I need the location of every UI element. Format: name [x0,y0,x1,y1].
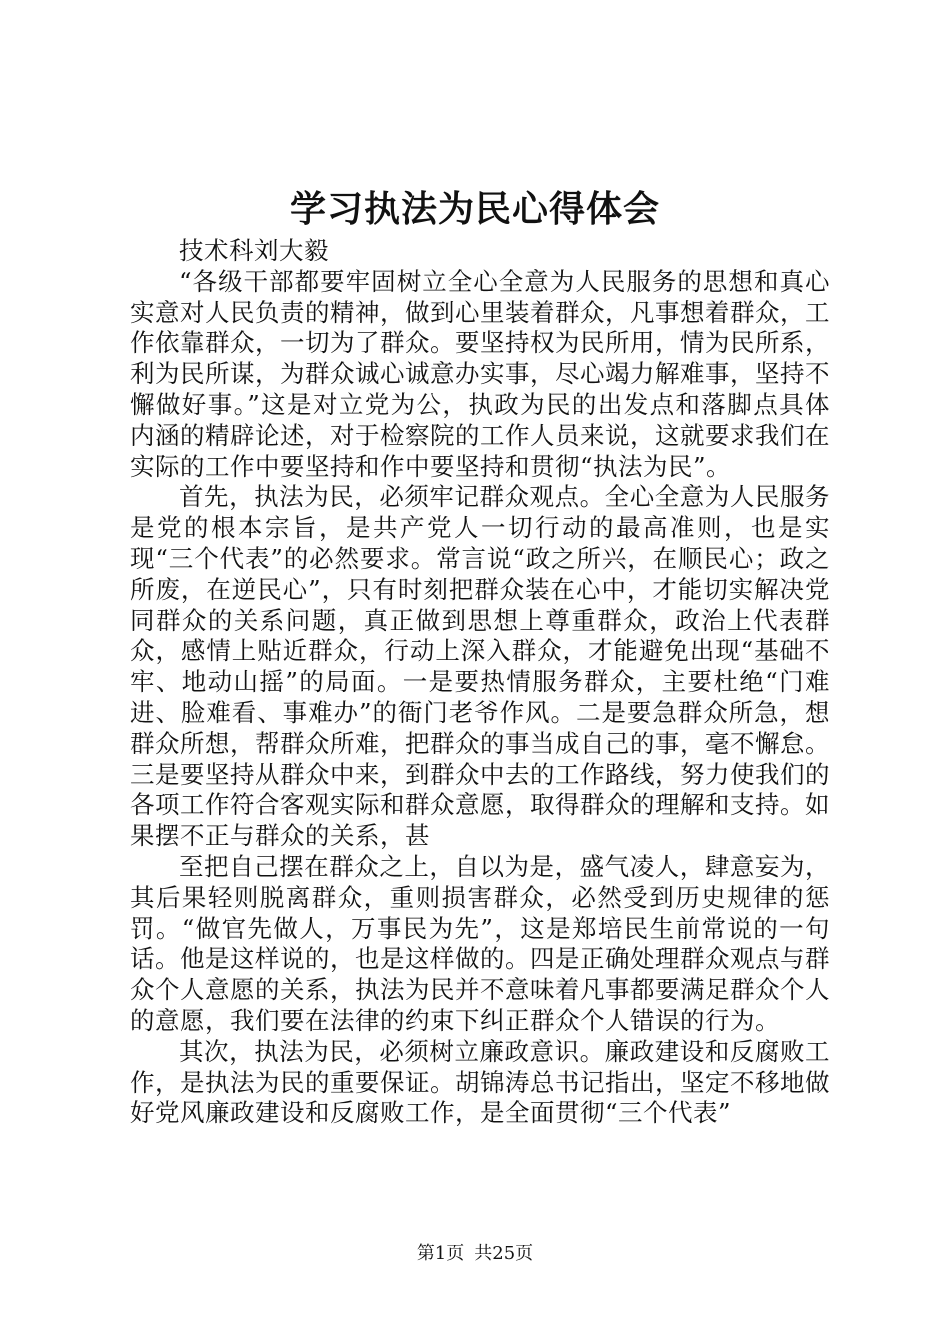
document-title: 学习执法为民心得体会 [289,188,660,230]
document-body [130,236,830,1129]
paragraph-4: 其次，执法为民，必须树立廉政意识。廉政建设和反腐败工作，是执法为民的重要保证。胡锦涛总书记指出，坚定不移地做好党风廉政建设和反腐败工作，是全面贯彻“三个代表” [130,1036,830,1128]
page-footer [0,1242,950,1266]
paragraph-3: 至把自己摆在群众之上，自以为是，盛气凌人，肆意妄为，其后果轻则脱离群众，重则损害群众，必然受到历史规律的惩罚。“做官先做人，万事民为先”，这是郑培民生前常说的一句话。他是这样说的，也是这样做的。四是正确处理群众观点与群众个人意愿的关系，执法为民并不意味着凡事都要满足群众个人的意愿，我们要在法律的约束下纠正群众个人错误的行为。 [130,851,830,1035]
paragraph-1: “各级干部都要牢固树立全心全意为人民服务的思想和真心实意对人民负责的精神，做到心里装着群众，凡事想着群众，工作依靠群众，一切为了群众。要坚持权为民所用，情为民所系，利为民所谋，为群众诚心诚意办实事，尽心竭力解难事，坚持不懈做好事。”这是对立党为公，执政为民的出发点和落脚点具体内涵的精辟论述，对于检察院的工作人员来说，这就要求我们在实际的工作中要坚持和作中要坚持和贯彻“执法为民”。 [130,266,830,481]
page-number-total: 共25页 [474,1243,534,1264]
author-line: 技术科刘大毅 [179,236,329,265]
paragraph-2: 首先，执法为民，必须牢记群众观点。全心全意为人民服务是党的根本宗旨，是共产党人一切行动的最高准则，也是实现“三个代表”的必然要求。常言说“政之所兴，在顺民心；政之所废，在逆民心”，只有时刻把群众装在心中，才能切实解决党同群众的关系问题，真正做到思想上尊重群众，政治上代表群众，感情上贴近群众，行动上深入群众，才能避免出现“基础不牢、地动山摇”的局面。一是要热情服务群众，主要杜绝“门难进、脸难看、事难办”的衙门老爷作风。二是要急群众所急，想群众所想，帮群众所难，把群众的事当成自己的事，毫不懈怠。三是要坚持从群众中来，到群众中去的工作路线，努力使我们的各项工作符合客观实际和群众意愿，取得群众的理解和支持。如果摆不正与群众的关系，甚 [130,482,830,851]
page-number-current: 第1页 [416,1243,465,1264]
